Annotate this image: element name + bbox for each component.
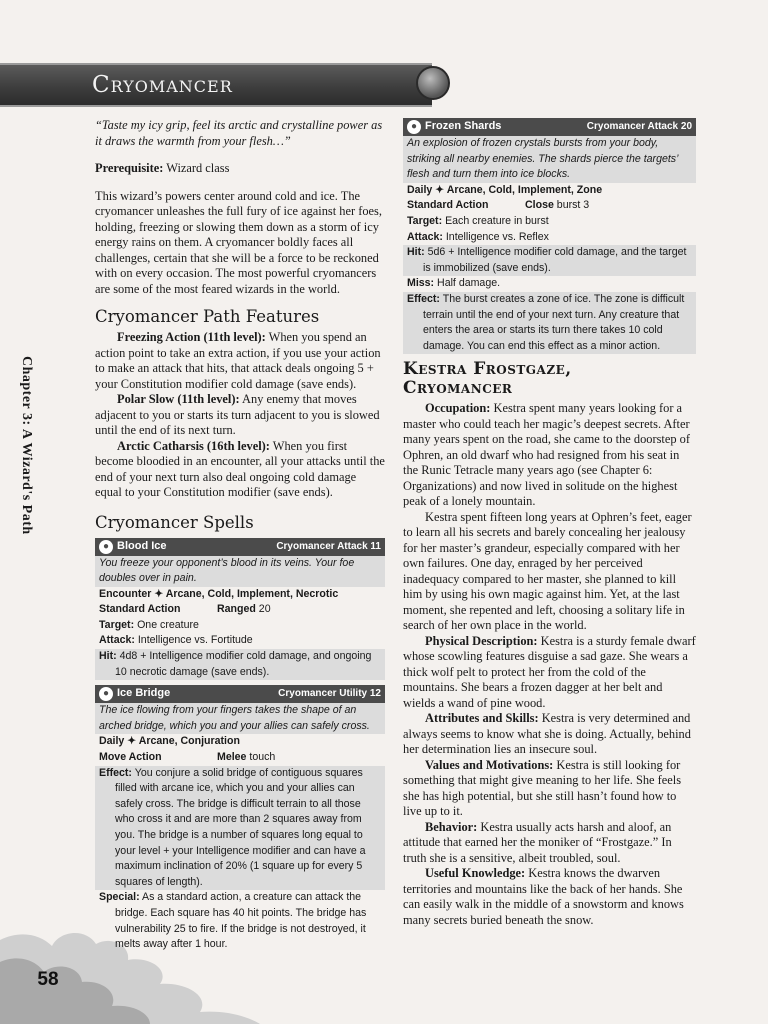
power-miss-label: Miss: [407,277,435,290]
feature-freezing-action [95,330,385,392]
npc-para-label: Physical Description: [425,633,538,648]
power-action: Standard Action [99,603,181,616]
power-action-line [403,198,696,214]
npc-physical-description [403,634,696,712]
power-header [95,538,385,556]
npc-heading-line-1: Kestra Frostgaze, [403,359,572,380]
chapter-label-text: Chapter 3: A Wizard's Path [19,356,34,535]
prerequisite-label: Prerequisite: [95,161,164,175]
npc-history [403,510,696,634]
power-blood-ice [95,538,385,681]
power-target [403,214,696,230]
header-banner [0,63,432,107]
power-type: Cryomancer Utility 12 [278,688,381,700]
power-target [95,618,385,634]
power-usage-icon: ● [99,540,113,554]
npc-para-label: Values and Motivations: [425,757,554,772]
power-name: Blood Ice [117,539,167,552]
feature-arctic-catharsis [95,439,385,501]
power-miss-text: Half damage. [434,277,501,290]
power-action: Move Action [99,751,162,764]
feature-text: When you spend an action point to take an extra action, if you use your action to make an attack that hits, that attack deals ongoing 5 + your Constitution modifier cold damage (save ends). [95,330,381,391]
power-name: Frozen Shards [425,120,502,133]
power-ice-bridge [95,685,385,953]
power-special-text: As a standard action, a creature can attack the bridge. Each square has 40 hit points. The bridge has vulnerability 25 to fire. If the bridge is not destroyed, it melts away after 1 hour. [115,891,367,951]
power-range-label: Close [525,199,554,212]
feature-text: Any enemy that moves adjacent to you or starts its turn adjacent to you is slowed until the end of its next turn. [95,392,380,437]
npc-para-label: Behavior: [425,819,478,834]
power-attack-label: Attack: [407,230,443,243]
prerequisite [95,161,385,177]
npc-useful-knowledge [403,866,696,928]
power-flavor: The ice flowing from your fingers takes the shape of an arched bridge, which you and your allies can safely cross. [95,703,385,734]
power-attack [403,230,696,246]
npc-occupation [403,401,696,510]
power-special [95,890,385,952]
feature-name: Polar Slow (11th level): [117,392,240,406]
npc-values [403,758,696,820]
power-range-label: Ranged [217,603,256,616]
power-range-value: burst 3 [553,199,590,212]
power-keywords [95,734,385,750]
npc-para-text: Kestra spent fifteen long years at Ophren’s feet, eager to learn all his secrets and barely concealing her jealousy for her master’s grandeur, especially compared with her own failures. One day, enraged by her perceived inadequacy compared to her master, she planned to kill him by using his own magic against him. Yet, at the last moment, she repented and left, choosing a solitary life in search of her own place in the world. [403,509,692,633]
power-effect-text: You conjure a solid bridge of contiguous squares filled with arcane ice, which you and your allies can safely cross. The bridge is difficult terrain to all those who cross it and are more than 2 squares away from you. The bridge is a number of squares long equal to your level + your Intelligence modifier and can have a maximum inclination of 20% (1 square up for every 5 squares of length). [115,766,366,888]
power-target-label: Target: [99,618,135,631]
power-hit-label: Hit: [99,650,117,663]
npc-para-label: Attributes and Skills: [425,711,539,726]
npc-para-text: Kestra is very determined and always seems to know what she is doing. Actually, behind her determination lies an insecure soul. [403,711,691,757]
power-target-text: Each creature in burst [442,214,549,227]
power-effect-label: Effect: [407,292,440,305]
power-attack-label: Attack: [99,634,135,647]
power-attack [95,633,385,649]
power-keywords-text: Daily ✦ Arcane, Conjuration [99,735,240,748]
page-title: Cryomancer [92,72,233,98]
power-range [217,602,271,618]
power-flavor: An explosion of frozen crystals bursts from your body, striking all nearby enemies. The shards pierce the targets’ flesh and turn them into ice blocks. [403,136,696,183]
power-effect-text: The burst creates a zone of ice. The zone is difficult terrain until the end of your next turn. Any creature that enters the area or starts its turn there takes 10 cold damage. You can end this effect as a minor action. [423,292,685,352]
features-heading: Cryomancer Path Features [95,307,320,326]
npc-para-text: Kestra spent many years looking for a master who could teach her magic’s deepest secrets. After many years spent on the road, she came to the doorstep of Ophren, an old dwarf who had resigned from his seat in the Runic Tetracle many years ago (see Chapter 6: Organizations) and now lived in solitude on the highest peak of a lonely mountain. [403,401,690,509]
power-hit [403,245,696,276]
power-keywords-text: Encounter ✦ Arcane, Cold, Implement, Necrotic [99,587,339,600]
power-header [403,118,696,136]
power-hit-text: 5d6 + Intelligence modifier cold damage, and the target is immobilized (save ends). [423,246,687,274]
power-attack-text: Intelligence vs. Fortitude [134,634,253,647]
power-range [217,750,275,766]
power-effect [403,292,696,354]
npc-para-text: Kestra is a sturdy female dwarf whose scowling features disguise a sad gaze. She wears a thick wolf pelt to protect her from the cold of the mountains. She bears a frozen dagger at her belt and wields a wand of pine wood. [403,633,696,710]
spells-heading: Cryomancer Spells [95,512,254,532]
power-attack-text: Intelligence vs. Reflex [442,230,549,243]
power-action-line [95,602,385,618]
power-miss [403,276,696,292]
power-usage-icon: ● [99,687,113,701]
power-range [525,198,589,214]
power-target-label: Target: [407,214,443,227]
power-flavor: You freeze your opponent’s blood in its veins. Your foe doubles over in pain. [95,556,385,587]
epigraph-quote: “Taste my icy grip, feel its arctic and crystalline power as it draws the warmth from your flesh…” [95,118,383,148]
power-action: Standard Action [407,199,489,212]
power-keywords [95,587,385,603]
npc-para-label: Useful Knowledge: [425,866,526,881]
power-range-value: touch [246,751,276,764]
power-frozen-shards [403,118,696,354]
power-effect [95,766,385,891]
npc-para-text: Kestra is still looking for something that might give meaning to her life. She feels she has high potential, but she still hasn’t found how to live up to it. [403,757,682,819]
npc-para-text: Kestra usually acts harsh and aloof, an attitude that earned her the moniker of “Frostgaze.” In truth she is a sensitive, albeit troubled, soul. [403,819,672,865]
npc-para-text: Kestra knows the dwarven territories and mountains like the back of her hands. She can easily walk in the middle of a snowstorm and knows many secrets buried beneath the snow. [403,866,684,927]
power-range-label: Melee [217,751,247,764]
prerequisite-value: Wizard class [163,161,230,175]
banner-end-cap [416,66,450,100]
page-number: 58 [37,969,59,990]
power-type: Cryomancer Attack 11 [276,540,381,552]
npc-behavior [403,820,696,867]
power-range-value: 20 [255,603,271,616]
right-column [403,118,696,928]
power-hit-text: 4d8 + Intelligence modifier cold damage, and ongoing 10 necrotic damage (save ends). [115,650,372,678]
intro-paragraph: This wizard’s powers center around cold and ice. The cryomancer unleashes the full fury of ice against her foes, holding, freezing or slowing them down as a storm of icy energy rains on them. A cryomancer boldly faces all challenges, certain that she will be a force to be reckoned with on every occasion. The most powerful cryomancers are some of the most feared wizards in the world. [95,188,382,296]
power-action-line [95,750,385,766]
npc-heading [403,360,696,398]
power-header [95,685,385,703]
npc-attributes [403,711,696,758]
feature-text: When you first become bloodied in an encounter, all your attacks until the end of your next turn also deal ongoing cold damage equal to your Constitution modifier (save ends). [95,438,385,499]
power-type: Cryomancer Attack 20 [586,121,692,133]
feature-name: Arctic Catharsis (16th level): [117,438,270,453]
power-usage-icon: ● [407,120,421,134]
power-name: Ice Bridge [117,687,171,700]
power-keywords-text: Daily ✦ Arcane, Cold, Implement, Zone [407,183,603,196]
npc-heading-line-2: Cryomancer [403,378,513,399]
power-effect-label: Effect: [99,766,132,779]
power-special-label: Special: [99,891,140,904]
power-hit-label: Hit: [407,246,425,259]
feature-name: Freezing Action (11th level): [117,330,266,344]
power-target-text: One creature [134,618,199,631]
power-keywords [403,183,696,199]
feature-polar-slow [95,392,385,439]
chapter-side-label [14,356,44,546]
power-hit [95,649,385,680]
npc-para-label: Occupation: [425,401,491,416]
left-column [95,118,385,958]
